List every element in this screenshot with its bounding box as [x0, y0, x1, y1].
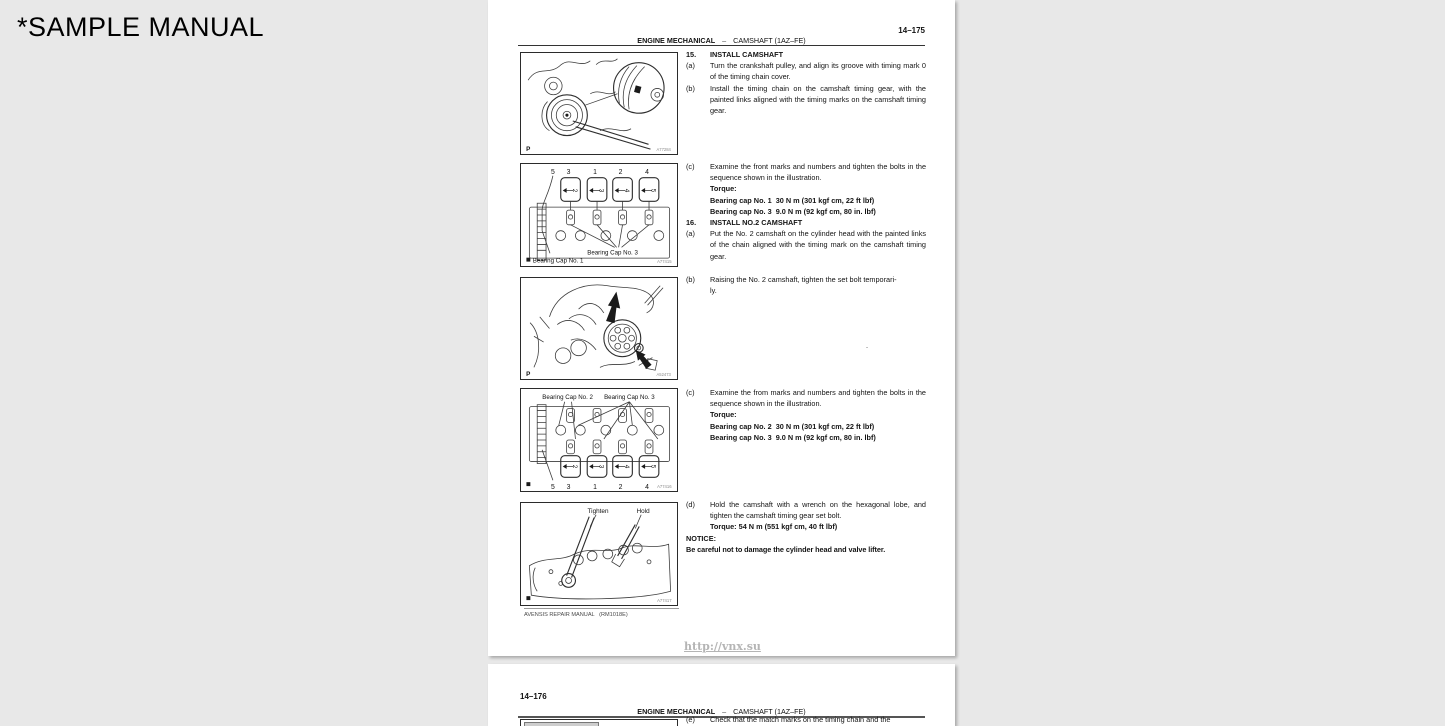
step-block-partial — [686, 714, 926, 725]
cap-number: 2 — [618, 168, 623, 176]
callout-digit: 3 — [597, 188, 605, 193]
cap-number: 3 — [566, 484, 571, 491]
torque-spec: Bearing cap No. 3 9.0 N m (92 kgf cm, 80 in. lbf) — [710, 206, 876, 216]
figure-partial-bar — [524, 722, 599, 726]
step-16d: (d) Hold the camshaft with a wrench on the hexagonal lobe, and tighten the camshaft timing gear set bolt. — [686, 500, 926, 521]
torque-label: Torque: — [710, 410, 737, 420]
figure-raise-camshaft — [520, 277, 678, 380]
figure-tighten-hold — [520, 502, 678, 606]
cylinder-head-top-illustration — [521, 164, 677, 266]
torque-spec: Bearing cap No. 3 9.0 N m (92 kgf cm, 80 in. lbf) — [710, 432, 876, 442]
cap-number: 4 — [645, 484, 649, 491]
torque-label: Torque: — [710, 184, 737, 194]
figure-code: A77417 — [657, 598, 672, 604]
step-block-15c-16a — [686, 161, 926, 262]
header-dash: – — [722, 36, 727, 45]
step-15a: (a) Turn the crankshaft pulley, and align its groove with timing mark 0 of the timing chain cover. — [686, 61, 926, 82]
cap-number: 5 — [550, 484, 555, 491]
callout-digit: 2 — [571, 188, 579, 193]
callout-digit: 5 — [649, 464, 657, 469]
cap-number: 2 — [618, 484, 623, 491]
header-dash: – — [722, 707, 727, 716]
manual-footer: AVENSIS REPAIR MANUAL (RM1018E) — [524, 612, 628, 618]
step-block-16c — [686, 387, 926, 443]
torque-spec: Bearing cap No. 1 30 N m (301 kgf cm, 22 ft lbf) — [710, 195, 875, 205]
cylinder-head-top-illustration-2 — [521, 389, 677, 491]
step-16a: (a) Put the No. 2 camshaft on the cylinder head with the painted links of the chain aligned with the timing mark on the camshaft timing gear. — [686, 229, 926, 261]
bearing-cap-2-label: Bearing Cap No. 2 — [542, 393, 593, 401]
header-rule — [518, 45, 925, 46]
figure-crankshaft-pulley — [520, 52, 678, 155]
step-16c: (c) Examine the from marks and numbers and tighten the bolts in the sequence shown in the illustration. — [686, 388, 926, 409]
manual-page-1 — [488, 0, 955, 656]
cap-number: 1 — [593, 484, 597, 491]
manual-page-2 — [488, 664, 955, 726]
step-number: 15. — [686, 50, 697, 59]
step-block-16b — [686, 274, 926, 296]
step-16b: (b) Raising the No. 2 camshaft, tighten the set bolt temporari- ly. — [686, 275, 897, 296]
callout-digit: 3 — [597, 464, 605, 469]
figure-code: A77284 — [656, 147, 671, 153]
step-15c: (c) Examine the front marks and numbers and tighten the bolts in the sequence shown in the illustration. — [686, 162, 926, 183]
bearing-cap-1-label: Bearing Cap No. 1 — [532, 257, 584, 265]
figure-code: A77416 — [657, 484, 672, 490]
step-title: INSTALL CAMSHAFT — [710, 50, 784, 59]
figure-code: A52473 — [656, 372, 671, 378]
page-number: 14–175 — [898, 26, 925, 35]
wrench-illustration — [521, 503, 677, 605]
figure-partial — [520, 719, 678, 726]
step-number: 16. — [686, 218, 697, 228]
step-15-heading — [686, 49, 926, 60]
step-16e: (e) Check that the match marks on the timing chain and the — [686, 715, 891, 724]
torque-spec: Torque: 54 N m (551 kgf cm, 40 ft lbf) — [710, 522, 838, 532]
notice-text: Be careful not to damage the cylinder head and valve lifter. — [686, 544, 886, 554]
figure-bearing-caps-no1 — [520, 163, 678, 267]
sample-manual-label: *SAMPLE MANUAL — [17, 12, 265, 42]
callout-digit: 4 — [622, 464, 630, 469]
figure-corner-label: P — [526, 146, 531, 154]
step-block-15 — [686, 49, 926, 116]
stray-period: . — [866, 341, 869, 350]
torque-spec: Bearing cap No. 2 30 N m (301 kgf cm, 22 ft lbf) — [710, 421, 875, 431]
notice-label: NOTICE: — [686, 533, 716, 543]
figure-bearing-caps-no2 — [520, 388, 678, 492]
cap-number: 4 — [645, 168, 649, 176]
step-15b: (b) Install the timing chain on the camshaft timing gear, with the painted links aligned with the timing marks on the camshaft timing gear. — [686, 83, 926, 116]
bearing-cap-3-label: Bearing Cap No. 3 — [604, 393, 655, 401]
cap-number: 3 — [566, 168, 571, 176]
header-section: ENGINE MECHANICAL — [637, 36, 716, 45]
callout-digit: 4 — [622, 188, 630, 193]
callout-digit: 5 — [649, 188, 657, 193]
footer-rule — [524, 608, 679, 609]
cap-number: 5 — [550, 168, 555, 176]
header-topic: CAMSHAFT (1AZ–FE) — [733, 36, 806, 45]
camshaft-gear-hand-illustration — [521, 278, 677, 379]
figure-corner-label: P — [526, 371, 531, 379]
callout-digit: 2 — [571, 464, 579, 469]
cap-number: 1 — [593, 168, 597, 176]
tighten-label: Tighten — [587, 507, 609, 515]
step-block-16d-notice — [686, 499, 926, 555]
header-section: ENGINE MECHANICAL — [637, 707, 716, 716]
step-title: INSTALL NO.2 CAMSHAFT — [710, 218, 803, 228]
step-16-heading — [686, 217, 926, 228]
bearing-cap-3-label: Bearing Cap No. 3 — [587, 249, 638, 257]
engine-front-illustration — [521, 53, 677, 154]
figure-code: A77415 — [657, 259, 672, 265]
watermark-link[interactable]: http://vnx.su — [684, 640, 761, 653]
page-number: 14–176 — [520, 692, 547, 701]
page-header — [518, 36, 925, 45]
hold-label: Hold — [636, 507, 650, 515]
header-topic: CAMSHAFT (1AZ–FE) — [733, 707, 806, 716]
